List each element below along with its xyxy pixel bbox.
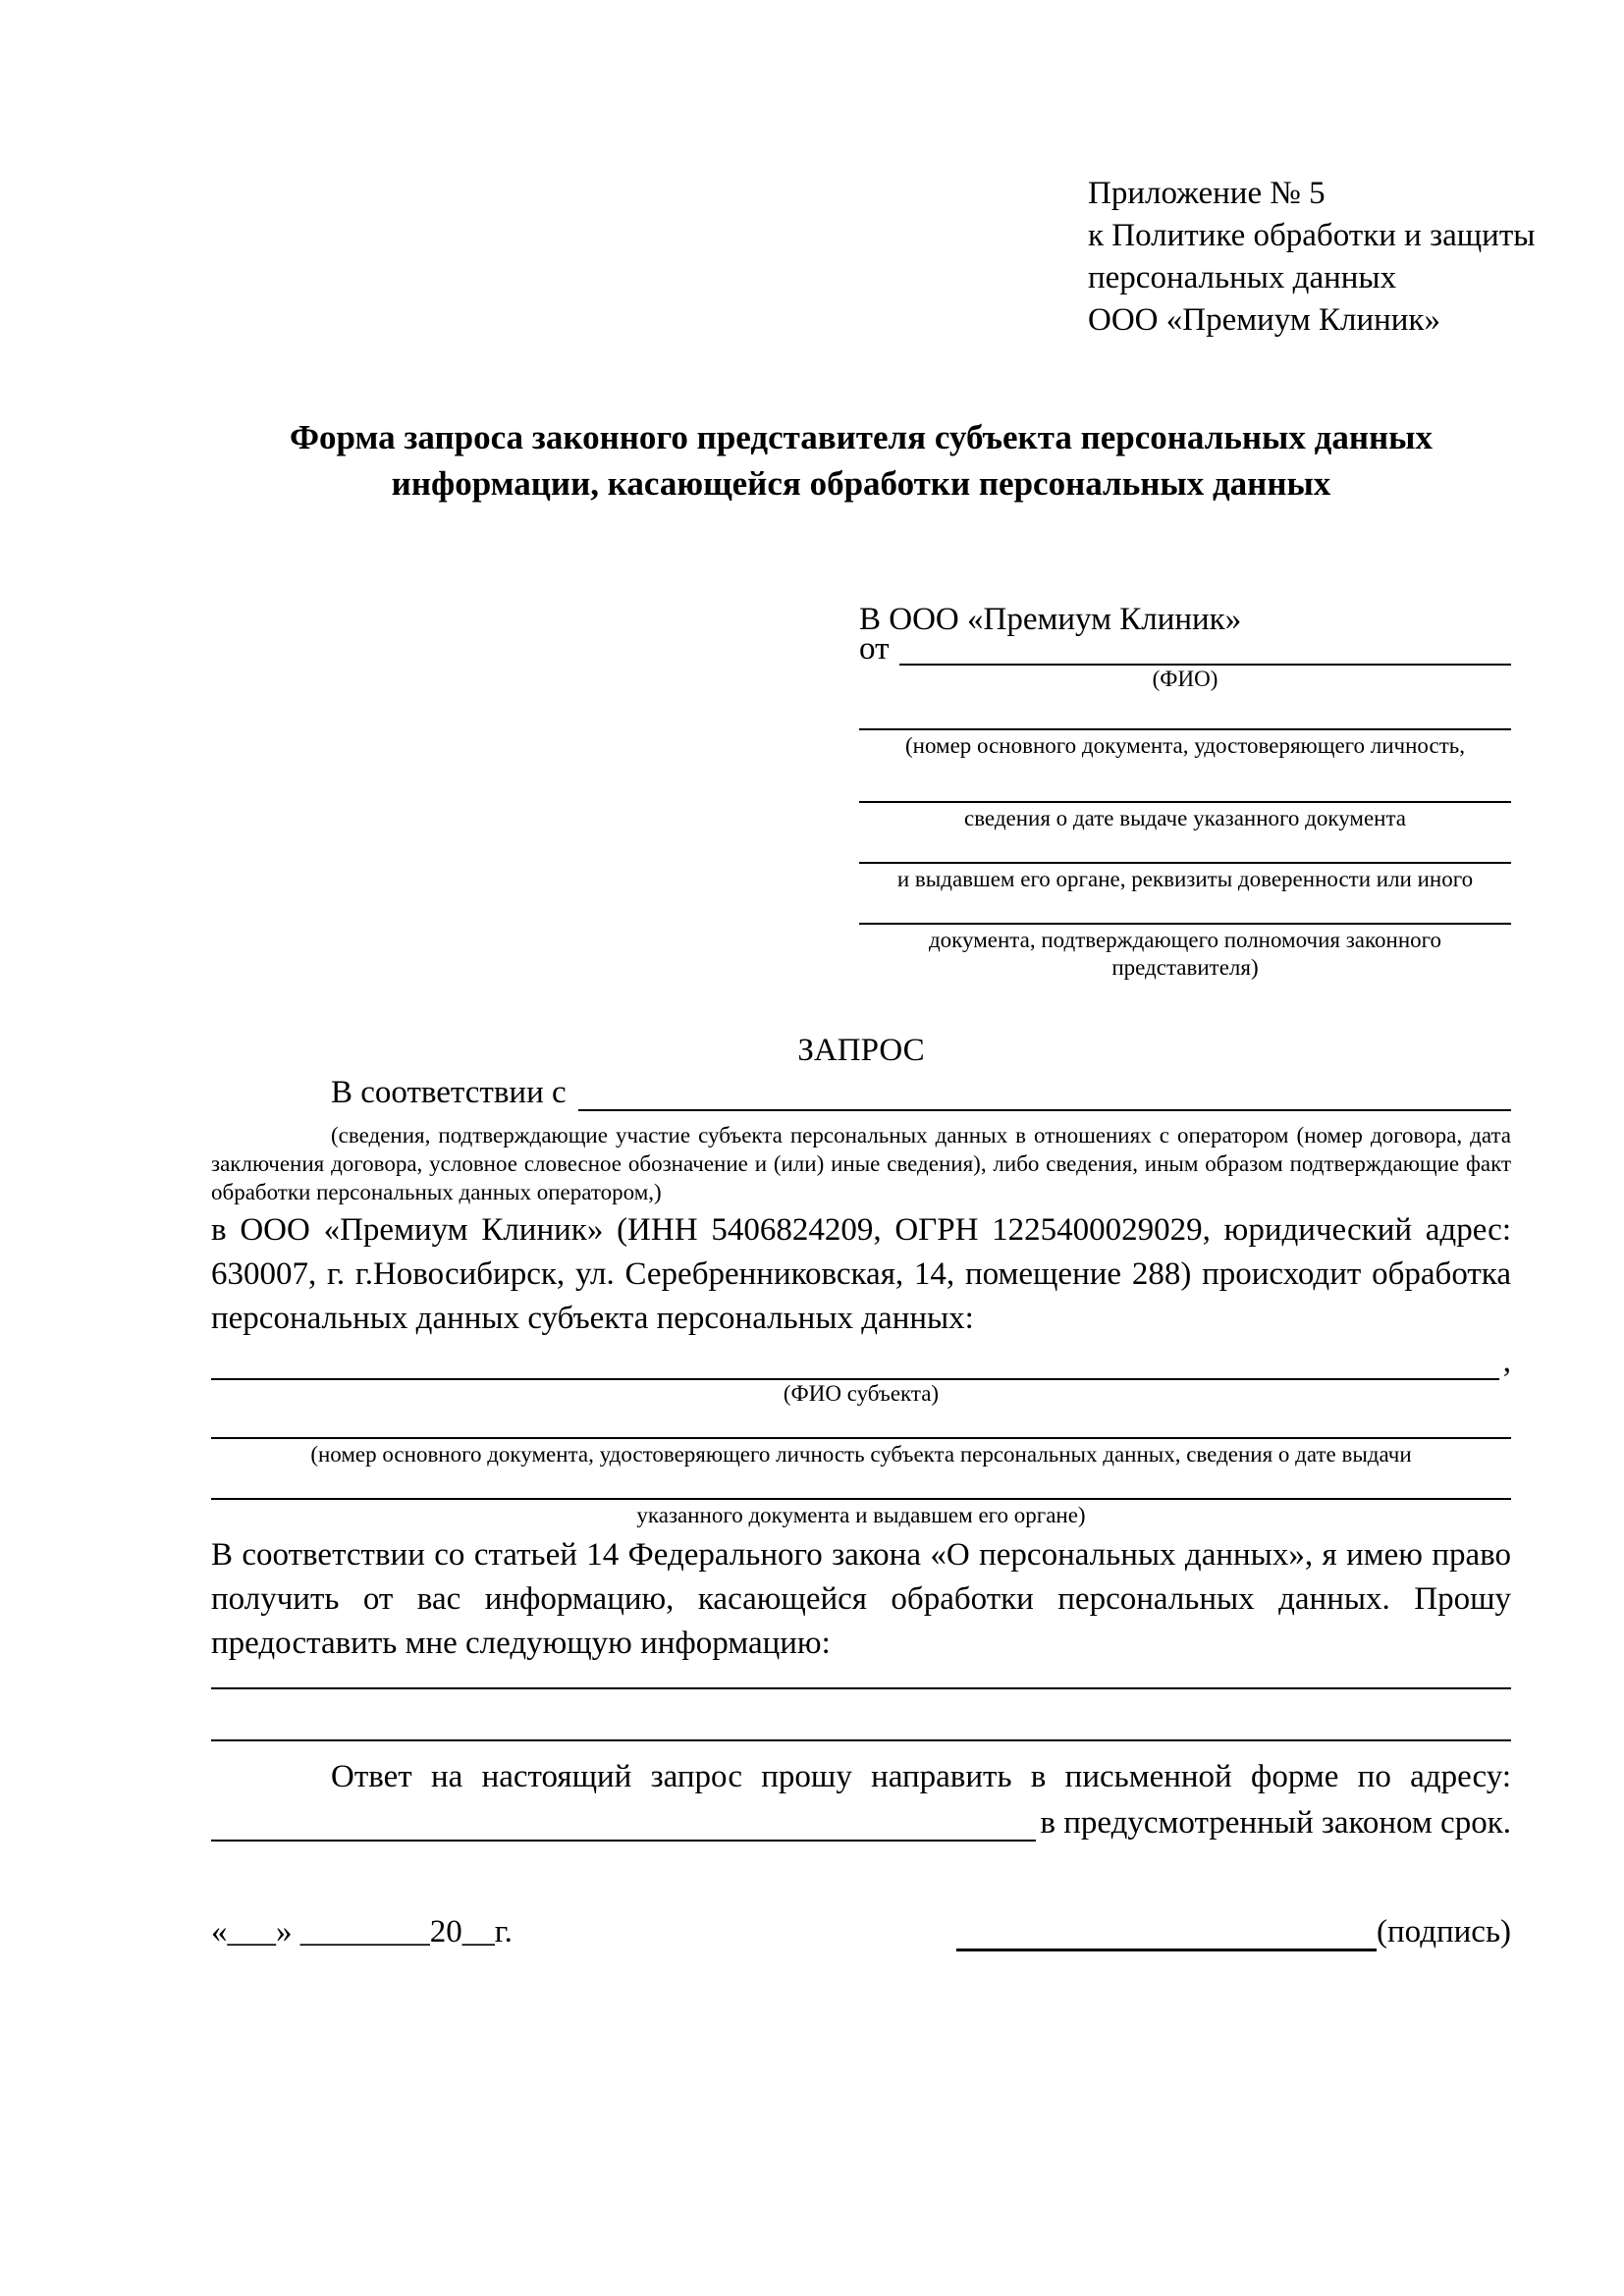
appendix-header-line: ООО «Премиум Клиник» xyxy=(1088,302,1440,338)
reply-address-line xyxy=(211,1799,1511,1842)
blank-line xyxy=(211,1468,1511,1500)
addressee-organization: В ООО «Премиум Клиник» xyxy=(859,602,1242,637)
blank-line-caption: (номер основного документа, удостоверяющего личность, xyxy=(904,733,1465,758)
blank-line-caption: документа, подтверждающего полномочия законного представителя) xyxy=(928,928,1441,980)
document-title-line: Форма запроса законного представителя субъекта персональных данных xyxy=(290,418,1433,456)
document-title-line: информации, касающейся обработки персональных данных xyxy=(391,464,1331,503)
blank-line-caption: (номер основного документа, удостоверяющего личность субъекта персональных данных, сведения о дате выдачи xyxy=(310,1442,1412,1467)
blank-line-caption: указанного документа и выдавшем его органе) xyxy=(636,1503,1086,1527)
info-blank-line xyxy=(211,1689,1511,1741)
intro-line xyxy=(211,1072,1511,1111)
from-line xyxy=(859,631,1511,667)
blank-line xyxy=(211,1408,1511,1439)
subject-fio-line xyxy=(211,1341,1511,1380)
appendix-header-line: Приложение № 5 xyxy=(1088,176,1326,211)
signature-row xyxy=(211,1912,1511,1951)
appendix-header xyxy=(1088,173,1536,342)
representative-doc-group xyxy=(859,693,1511,760)
subject-doc-group xyxy=(211,1408,1511,1468)
signature-blank-line xyxy=(956,1916,1377,1951)
addressee-block xyxy=(859,599,1511,982)
representative-doc-group xyxy=(859,832,1511,893)
subject-fio-caption: (ФИО субъекта) xyxy=(783,1381,940,1406)
blank-line xyxy=(859,760,1511,803)
fio-caption: (ФИО) xyxy=(1152,667,1218,691)
subject-doc-group xyxy=(211,1468,1511,1529)
blank-line-caption: сведения о дате выдаче указанного документа xyxy=(963,806,1407,830)
request-heading: ЗАПРОС xyxy=(797,1033,925,1068)
representative-doc-group xyxy=(859,760,1511,832)
blank-line-caption: и выдавшем его органе, реквизиты доверенности или иного xyxy=(896,867,1474,891)
intro-label: В соответствии с xyxy=(331,1075,567,1110)
law-paragraph: В соответствии со статьей 14 Федерального закона «О персональных данных», я имею право получить от вас информацию, касающейся обработки персональных данных. Прошу предоставить мне следующую информацию: xyxy=(211,1537,1511,1661)
intro-caption-paragraph: (сведения, подтверждающие участие субъекта персональных данных в отношениях с оператором (номер договора, дата заключения договора, условное словесное обозначение и (или) иные сведения), либо сведения, иным образом подтверждающие факт обработки персональных данных оператором,) xyxy=(211,1123,1511,1204)
from-label: от xyxy=(859,631,890,667)
appendix-header-line: персональных данных xyxy=(1088,260,1397,295)
appendix-header-line: к Политике обработки и защиты xyxy=(1088,218,1536,253)
reply-address-blank-line xyxy=(211,1840,1036,1842)
representative-doc-group xyxy=(859,893,1511,982)
document-title xyxy=(211,414,1511,507)
subject-fio-comma: , xyxy=(1502,1344,1511,1379)
signature-caption: (подпись) xyxy=(1377,1914,1511,1949)
date-line: «___» ________20__г. xyxy=(211,1914,513,1949)
blank-line xyxy=(859,693,1511,730)
reply-paragraph: Ответ на настоящий запрос прошу направить в письменной форме по адресу: xyxy=(331,1759,1511,1794)
info-blank-line xyxy=(211,1668,1511,1689)
blank-line xyxy=(859,832,1511,864)
operator-paragraph: в ООО «Премиум Клиник» (ИНН 5406824209, ОГРН 1225400029029, юридический адрес: 630007, г. г.Новосибирск, ул. Серебренниковская, 14, помещение 288) происходит обработка персональных данных субъекта персональных данных: xyxy=(211,1212,1511,1336)
intro-blank-line xyxy=(578,1109,1511,1111)
blank-line xyxy=(859,893,1511,925)
document-content xyxy=(211,0,1536,1951)
reply-suffix: в предусмотренный законом срок. xyxy=(1040,1805,1511,1841)
